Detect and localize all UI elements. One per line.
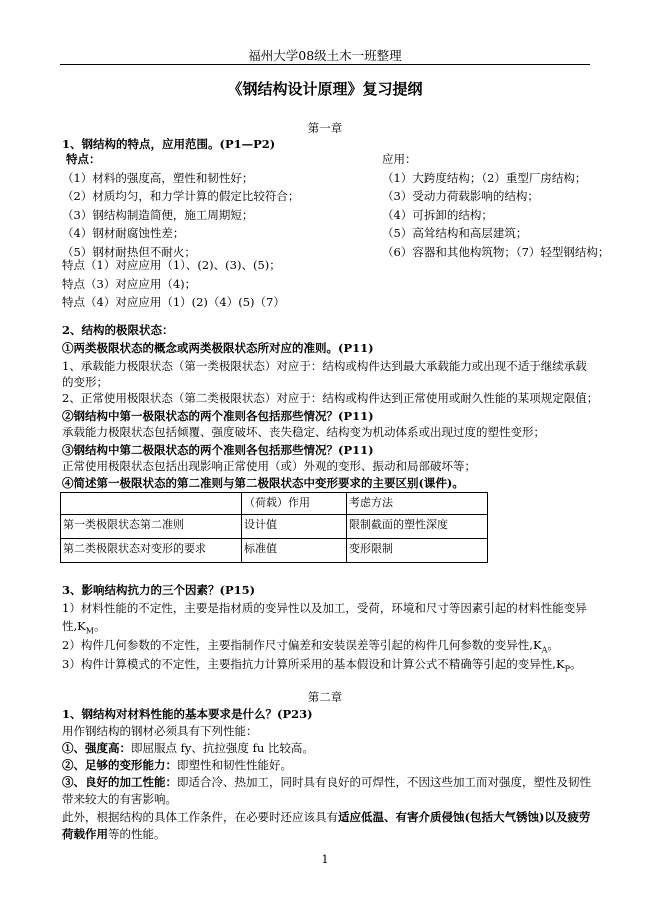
ch2-item-1-text: 即屈服点 fy、抗拉强度 fu 比较高。 <box>131 741 314 755</box>
features-label: 特点： <box>66 152 101 166</box>
ch2-item-2-label: ②、足够的变形能力： <box>62 758 177 772</box>
feature-item: （4）钢材耐腐蚀性差； <box>62 226 185 240</box>
q3-item-1: 1）材料性能的不定性，主要是指材质的变异性以及加工，受荷，环境和尺寸等因素引起的材料性能变异 <box>62 601 587 615</box>
table-cell: 第二类极限状态对变形的要求 <box>61 539 242 563</box>
q2-title: 2、结构的极限状态： <box>62 323 174 337</box>
limit-state-comparison-table <box>60 492 488 563</box>
table-header-cell <box>61 493 242 515</box>
ch2-q1-intro: 用作钢结构的钢材必须具有下列性能： <box>62 724 258 738</box>
ch2-item-1 <box>62 740 602 756</box>
page-number: 1 <box>321 853 329 866</box>
chapter-1-heading: 第一章 <box>307 121 343 135</box>
ch2-item-3-label: ③、良好的加工性能： <box>62 775 177 789</box>
q2-sub2-title: ②钢结构中第一极限状态的两个准则各包括那些情况？(P11) <box>62 409 374 423</box>
page-header: 福州大学08级土木一班整理 <box>248 48 402 63</box>
ch2-closing <box>62 809 602 825</box>
application-item: （1）大跨度结构；（2）重型厂房结构； <box>382 170 587 185</box>
applications-label: 应用： <box>382 152 417 166</box>
q2-sub3-title: ③钢结构中第二极限状态的两个准则各包括那些情况？(P11) <box>62 443 374 457</box>
ch2-closing-bold: 适应低温、有害介质侵蚀(包括大气锈蚀)以及疲劳 <box>338 810 591 824</box>
table-cell: 限制截面的塑性深度 <box>347 515 488 539</box>
ch2-item-3-text: 即适合冷、热加工，同时具有良好的可焊性，不因这些加工而对强度，塑性及韧性 <box>177 775 591 789</box>
q3-item-2-end: 。 <box>547 638 559 652</box>
table-cell: 标准值 <box>242 539 347 563</box>
q2-sub4-title: ④简述第一极限状态的第二准则与第二极限状态中变形要求的主要区别(课件)。 <box>62 476 464 490</box>
applications-column <box>382 150 609 261</box>
q3-item-3 <box>62 656 602 677</box>
application-item: （6）容器和其他构筑物；（7）轻型钢结构； <box>382 244 610 259</box>
q3-item-1-end: 。 <box>93 619 106 633</box>
table-row <box>61 539 488 563</box>
table-header-cell: 考虑方法 <box>347 493 488 515</box>
table-cell: 变形限制 <box>347 539 488 563</box>
feature-item: （1）材料的强度高，塑性和韧性好； <box>62 170 254 185</box>
ch2-q1-title: 1、钢结构对材料性能的基本要求是什么？(P23) <box>62 707 313 721</box>
q2-sub3-text: 正常使用极限状态包括出现影响正常使用（或）外观的变形、振动和局部破坏等； <box>62 459 476 473</box>
q2-sub1-text1: 1、承载能力极限状态（第一类极限状态）对应于：结构或构件达到最大承载能力或出现不适于继续承载 <box>62 359 587 373</box>
ch2-closing-a: 此外，根据结构的具体工作条件，在必要时还应该具有 <box>62 810 338 824</box>
application-item: （5）高耸结构和高层建筑； <box>382 226 528 240</box>
ch2-closing-bold-2: 荷载作用 <box>62 827 108 841</box>
application-item: （3）受动力荷载影响的结构； <box>382 189 539 203</box>
q3-item-2-text: 2）构件几何参数的不定性，主要指制作尺寸偏差和安装误差等引起的构件几何参数的变异性,K <box>62 638 542 652</box>
q3-item-1-b: 性,K <box>62 619 86 633</box>
k-a-subscript: A <box>541 645 548 655</box>
feature-item: （5）钢材耐热但不耐火； <box>62 244 196 259</box>
q3-item-3-end: 。 <box>569 657 582 671</box>
table-row <box>61 515 488 539</box>
features-column <box>62 150 300 261</box>
ch2-item-3 <box>62 774 602 790</box>
q2-sub2-text: 承载能力极限状态包括倾覆、强度破坏、丧失稳定、结构变为机动体系或出现过度的塑性变形； <box>62 425 545 439</box>
ch2-item-2 <box>62 757 602 773</box>
chapter-2-heading: 第二章 <box>307 690 343 704</box>
ch2-closing-end: 等的性能。 <box>108 827 166 841</box>
q2-sub1-text1b: 的变形； <box>62 375 108 389</box>
feature-application-mappings <box>62 256 285 312</box>
document-title: 《钢结构设计原理》复习提纲 <box>227 80 423 98</box>
ch2-item-1-label: ①、强度高： <box>62 741 131 755</box>
table-cell: 第一类极限状态第二准则 <box>61 515 242 539</box>
k-m-subscript: M <box>85 626 94 636</box>
q3-item-3-text: 3）构件计算模式的不定性，主要指抗力计算所采用的基本假设和计算公式不精确等引起的变异性,K <box>62 657 565 671</box>
q2-sub1-title: ①两类极限状态的概念或两类极限状态所对应的准则。(P11) <box>62 341 374 355</box>
ch2-closing-cont <box>62 826 602 842</box>
header-rule <box>60 64 590 65</box>
feature-item: （3）钢结构制造简便，施工周期短； <box>62 207 254 222</box>
table-header-row <box>61 493 488 515</box>
table-cell: 设计值 <box>242 515 347 539</box>
ch2-item-3-cont: 带来较大的有害影响。 <box>62 792 177 806</box>
table-header-cell: （荷载）作用 <box>242 493 347 515</box>
q2-sub1-text2: 2、正常使用极限状态（第二类极限状态）对应于：结构或构件达到正常使用或耐久性能的某项规定限值； <box>62 391 599 405</box>
ch2-item-2-text: 即塑性和韧性性能好。 <box>177 758 292 772</box>
k-p-subscript: P <box>564 664 570 674</box>
q3-title: 3、影响结构抗力的三个因素？(P15) <box>62 583 256 597</box>
application-item: （4）可拆卸的结构； <box>382 207 493 222</box>
mapping-line: 特点（3）对应应用（4)； <box>62 276 197 291</box>
feature-item: （2）材质均匀，和力学计算的假定比较符合； <box>62 189 300 203</box>
q1-title: 1、钢结构的特点，应用范围。(P1—P2) <box>62 137 276 151</box>
mapping-line: 特点（1）对应应用（1）、(2)、(3)、(5)； <box>62 258 281 272</box>
mapping-line: 特点（4）对应应用（1）(2)（4）(5)（7） <box>62 295 285 309</box>
